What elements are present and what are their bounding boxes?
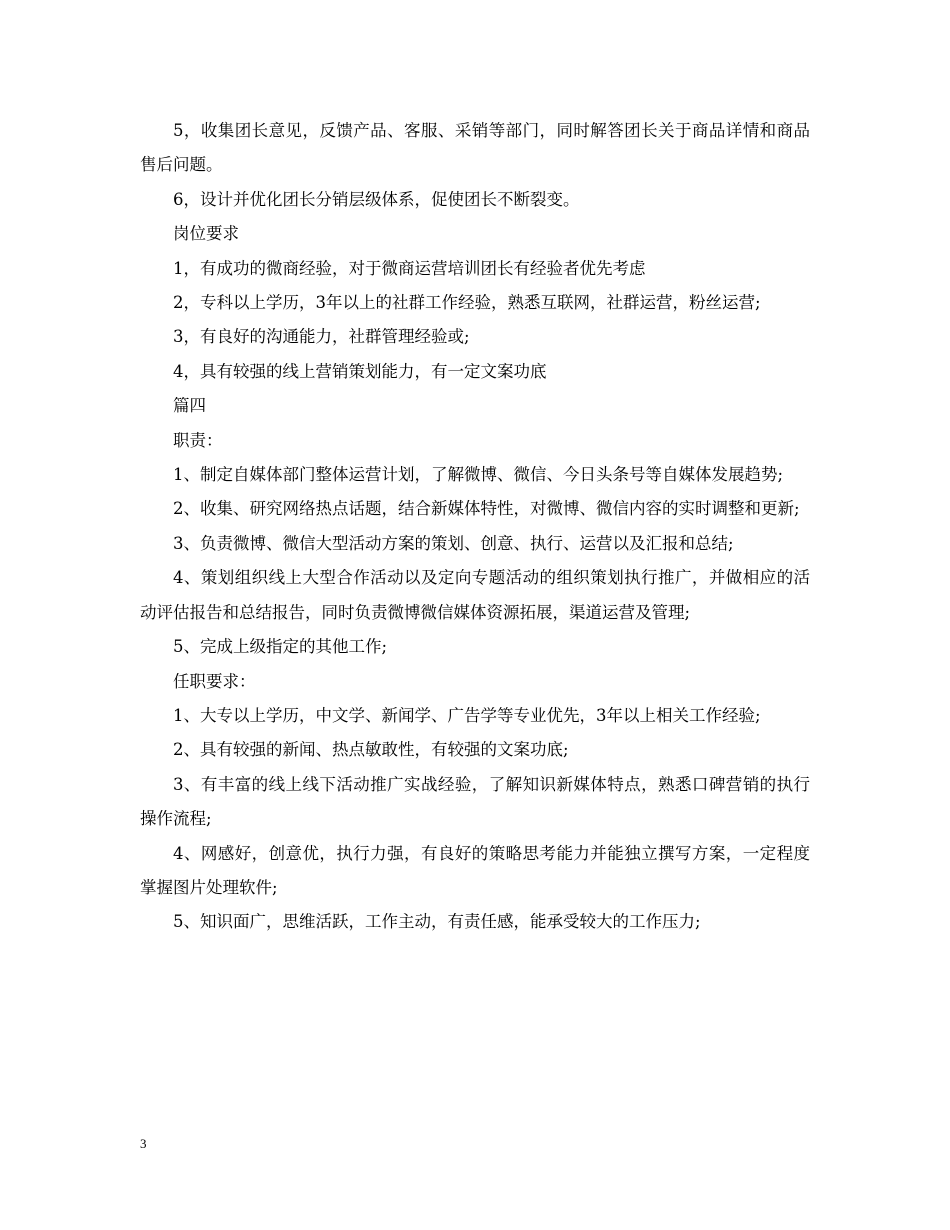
heading-qualifications: 任职要求：	[173, 671, 256, 691]
paragraph-duty-1: 1、制定自媒体部门整体运营计划，了解微博、微信、今日头条号等自媒体发展趋势;	[173, 465, 784, 485]
paragraph-requirement-4: 4，具有较强的线上营销策划能力，有一定文案功底	[173, 361, 547, 381]
paragraph-requirement-3: 3，有良好的沟通能力，社群管理经验或;	[173, 327, 470, 347]
paragraph-qualification-2: 2、具有较强的新闻、热点敏敢性，有较强的文案功底;	[173, 740, 569, 760]
paragraph-distribution-system: 6，设计并优化团长分销层级体系，促使团长不断裂变。	[173, 189, 580, 209]
heading-duties: 职责：	[173, 430, 223, 450]
paragraph-requirement-2: 2，专科以上学历，3年以上的社群工作经验，熟悉互联网，社群运营，粉丝运营;	[173, 293, 761, 313]
document-body	[140, 114, 810, 940]
paragraph-requirement-1: 1，有成功的微商经验，对于微商运营培训团长有经验者优先考虑	[173, 258, 646, 278]
page-number: 3	[140, 1136, 147, 1151]
paragraph-qualification-5: 5、知识面广，思维活跃，工作主动，有责任感，能承受较大的工作压力;	[173, 912, 701, 932]
heading-section-four: 篇四	[173, 396, 206, 416]
paragraph-duty-5: 5、完成上级指定的其他工作;	[173, 637, 388, 657]
heading-job-requirements: 岗位要求	[173, 224, 239, 244]
paragraph-duty-2: 2、收集、研究网络热点话题，结合新媒体特性，对微博、微信内容的实时调整和更新;	[173, 499, 800, 519]
paragraph-qualification-3: 3、有丰富的线上线下活动推广实战经验，了解知识新媒体特点，熟悉口碑营销的执行操作流程;	[140, 774, 810, 829]
paragraph-qualification-4: 4、网感好，创意优，执行力强，有良好的策略思考能力并能独立撰写方案，一定程度掌握图片处理软件;	[140, 843, 810, 897]
paragraph-qualification-1: 1、大专以上学历，中文学、新闻学、广告学等专业优先，3年以上相关工作经验;	[173, 705, 761, 725]
paragraph-collect-feedback: 5，收集团长意见，反馈产品、客服、采销等部门，同时解答团长关于商品详情和商品售后问题。	[140, 121, 810, 175]
paragraph-duty-4: 4、策划组织线上大型合作活动以及定向专题活动的组织策划执行推广，并做相应的活动评估报告和总结报告，同时负责微博微信媒体资源拓展，渠道运营及管理;	[140, 568, 810, 622]
paragraph-duty-3: 3、负责微博、微信大型活动方案的策划、创意、执行、运营以及汇报和总结;	[173, 533, 734, 553]
